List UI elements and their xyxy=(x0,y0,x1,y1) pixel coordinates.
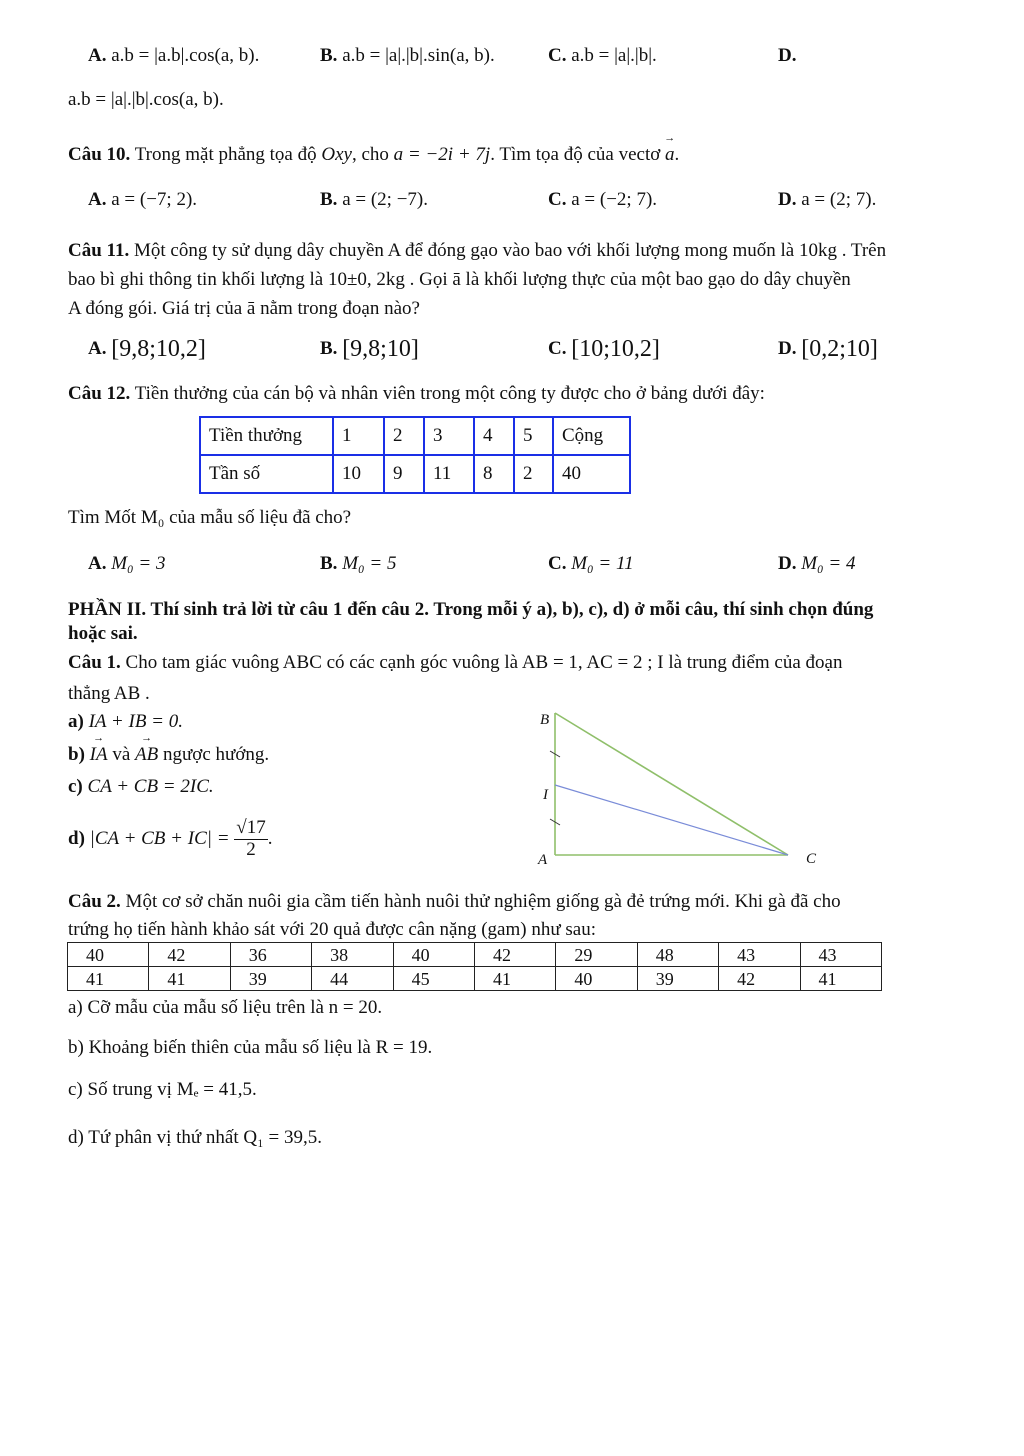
p2q2-table xyxy=(67,942,882,991)
q9-option-d[interactable]: D. xyxy=(778,45,797,66)
table-cell: 40 xyxy=(556,967,637,991)
table-cell: 1 xyxy=(333,417,384,455)
table-cell: 41 xyxy=(149,967,230,991)
q12-option-c[interactable]: C. M₀ = 11 xyxy=(548,553,634,574)
table-cell: 3 xyxy=(424,417,474,455)
fraction: $\frac{√17}{2}$ xyxy=(236,817,266,860)
table-cell: 43 xyxy=(800,943,881,967)
table-cell: 39 xyxy=(230,967,311,991)
table-cell: 2 xyxy=(514,455,553,493)
q11-option-d[interactable]: D. [0,2;10] xyxy=(778,336,878,362)
table-cell: 45 xyxy=(393,967,474,991)
table-row xyxy=(68,967,882,991)
table-row xyxy=(200,455,630,493)
p2q1-item-d[interactable]: d) |CA + CB + IC| = $\frac{√17}{2}$ . xyxy=(68,817,273,860)
q11-option-c[interactable]: C. [10;10,2] xyxy=(548,336,660,362)
p2q2-item-b[interactable]: b) Khoảng biến thiên của mẫu số liệu là R = 19. xyxy=(68,1037,433,1058)
q12-option-d[interactable]: D. M₀ = 4 xyxy=(778,553,856,574)
table-cell: 42 xyxy=(474,943,555,967)
median-ic xyxy=(555,785,788,855)
table-cell: 40 xyxy=(68,943,149,967)
q11-options xyxy=(88,334,968,362)
q10-stem: Câu 10. Trong mặt phẳng tọa độ Oxy, cho a = −2i + 7j. Tìm tọa độ của vectơ → a. xyxy=(68,143,958,167)
table-cell: 41 xyxy=(474,967,555,991)
q10-option-c[interactable]: C. a = (−2; 7). xyxy=(548,189,658,210)
q10-option-d[interactable]: D. a = (2; 7). xyxy=(778,189,877,210)
q12-question: Tìm Mốt M₀ của mẫu số liệu đã cho? xyxy=(68,507,352,528)
table-cell: 36 xyxy=(230,943,311,967)
p2q2-item-c[interactable]: c) Số trung vị Mₑ = 41,5. xyxy=(68,1079,257,1100)
label-b: B xyxy=(540,712,550,728)
q9-option-a[interactable]: A. a.b = |a.b|.cos(a, b). xyxy=(88,45,260,66)
q11-option-b[interactable]: B. [9,8;10] xyxy=(320,336,419,362)
label-a: A xyxy=(538,852,548,868)
table-cell: 9 xyxy=(384,455,424,493)
table-cell: 4 xyxy=(474,417,514,455)
p2q1-item-a[interactable]: a) IA + IB = 0. xyxy=(68,711,183,732)
table-cell: 10 xyxy=(333,455,384,493)
p2q2-stem: Câu 2. Một cơ sở chăn nuôi gia cầm tiến hành nuôi thử nghiệm giống gà đẻ trứng mới. Khi gà đã cho trứng họ tiến hành khảo sát với 20 quả được cân nặng (gam) như sau: xyxy=(68,891,841,940)
p2q2-item-a[interactable]: a) Cỡ mẫu của mẫu số liệu trên là n = 20. xyxy=(68,997,383,1018)
q11-stem: Câu 11. Một công ty sử dụng dây chuyền A để đóng gạo vào bao với khối lượng mong muốn là 10kg . Trên bao bì ghi thông tin khối lượng là 10±0, 2kg . Gọi ā là khối lượng thực của một bao gạo do dây chuyền A đóng gói. Giá trị của ā nằm trong đoạn nào? xyxy=(68,240,887,319)
table-cell: Tần số xyxy=(200,455,333,493)
table-cell: 41 xyxy=(800,967,881,991)
table-row xyxy=(200,417,630,455)
table-cell: 38 xyxy=(312,943,393,967)
table-cell: 39 xyxy=(637,967,718,991)
table-cell: 42 xyxy=(149,943,230,967)
table-cell: 29 xyxy=(556,943,637,967)
q11-option-a[interactable]: A. [9,8;10,2] xyxy=(88,336,206,362)
p2q1-item-c[interactable]: c) CA + CB = 2IC. xyxy=(68,776,214,797)
q12-table xyxy=(199,416,631,494)
table-cell: Tiền thưởng xyxy=(200,417,333,455)
table-cell: 2 xyxy=(384,417,424,455)
table-cell: 8 xyxy=(474,455,514,493)
table-cell: 5 xyxy=(514,417,553,455)
side-bc xyxy=(555,713,788,855)
q9-option-b[interactable]: B. a.b = |a|.|b|.sin(a, b). xyxy=(320,45,495,66)
q10-options xyxy=(88,188,968,216)
p2q1-stem: Câu 1. Cho tam giác vuông ABC có các cạnh góc vuông là AB = 1, AC = 2 ; I là trung điểm của đoạn thẳng AB . xyxy=(68,652,843,704)
q9-option-d-expr: a.b = |a|.|b|.cos(a, b). xyxy=(68,89,224,110)
q10-option-a[interactable]: A. a = (−7; 2). xyxy=(88,189,198,210)
label-i: I xyxy=(543,787,548,803)
q10-option-b[interactable]: B. a = (2; −7). xyxy=(320,189,428,210)
label-c: C xyxy=(806,851,817,867)
q9-option-c[interactable]: C. a.b = |a|.|b|. xyxy=(548,45,657,66)
table-cell: 40 xyxy=(553,455,630,493)
table-cell: 44 xyxy=(312,967,393,991)
q12-stem: Câu 12. Tiền thưởng của cán bộ và nhân viên trong một công ty được cho ở bảng dưới đây: xyxy=(68,383,765,404)
part2-heading: PHẦN II. Thí sinh trả lời từ câu 1 đến câu 2. Trong mỗi ý a), b), c), d) ở mỗi câu, thí sinh chọn đúng hoặc sai. xyxy=(68,599,874,644)
triangle-figure xyxy=(530,705,830,875)
table-cell: 48 xyxy=(637,943,718,967)
table-cell: Cộng xyxy=(553,417,630,455)
q12-option-a[interactable]: A. M₀ = 3 xyxy=(88,553,166,574)
q12-options xyxy=(88,552,968,580)
table-cell: 42 xyxy=(719,967,800,991)
p2q2-item-d[interactable]: d) Tứ phân vị thứ nhất Q₁ = 39,5. xyxy=(68,1127,322,1148)
q12-option-b[interactable]: B. M₀ = 5 xyxy=(320,553,397,574)
p2q1-item-b[interactable]: b) → IA và → AB ngược hướng. xyxy=(68,743,958,767)
table-cell: 43 xyxy=(719,943,800,967)
table-cell: 11 xyxy=(424,455,474,493)
table-row xyxy=(68,943,882,967)
q9-options xyxy=(88,44,968,72)
table-cell: 41 xyxy=(68,967,149,991)
table-cell: 40 xyxy=(393,943,474,967)
